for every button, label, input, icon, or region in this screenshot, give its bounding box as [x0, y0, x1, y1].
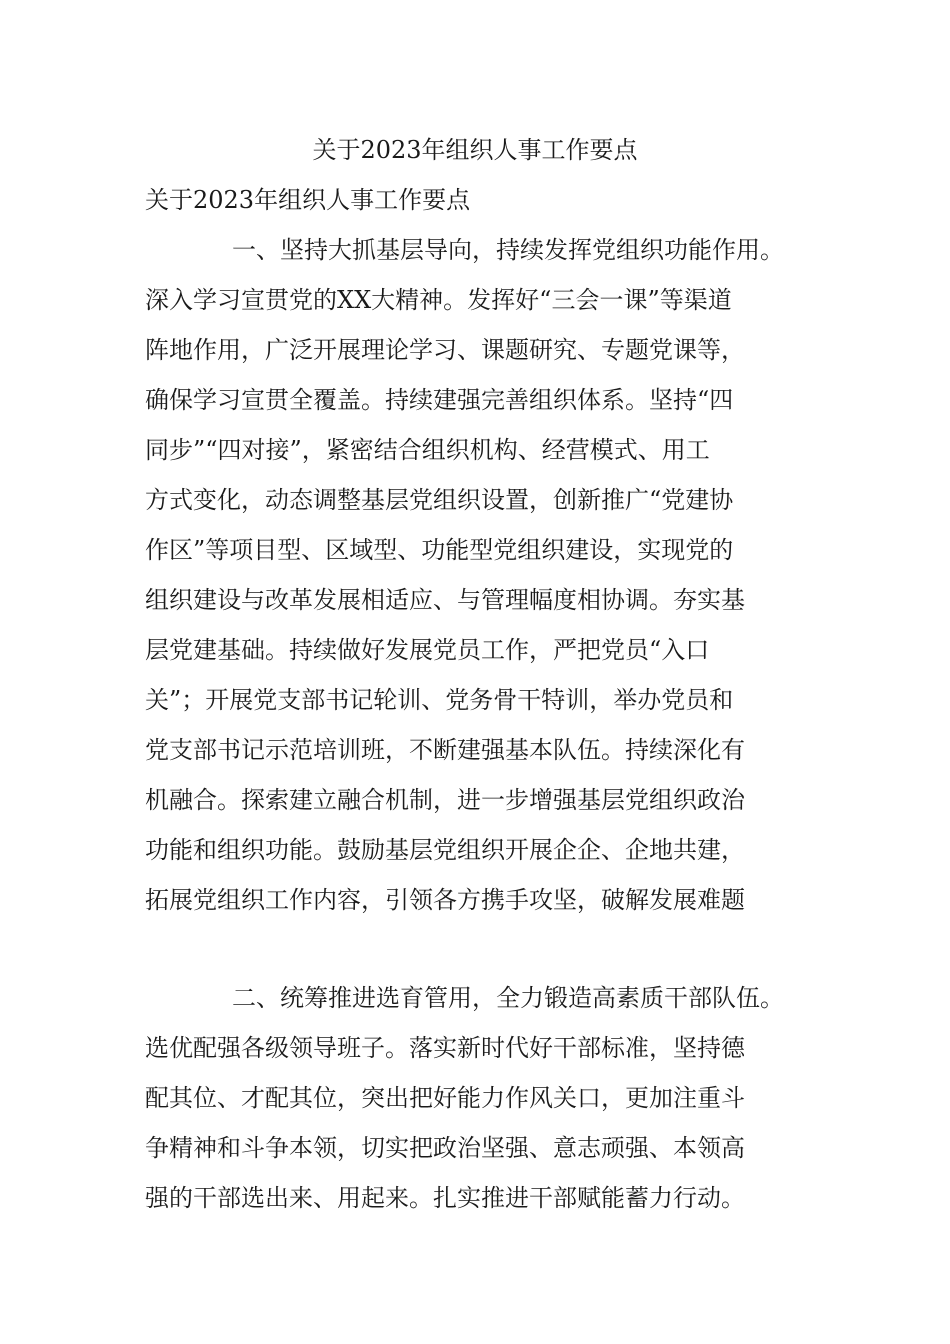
paragraph-2-line: 配其位、才配其位，突出把好能力作风关口，更加注重斗	[145, 1084, 745, 1112]
paragraph-1-line: 阵地作用，广泛开展理论学习、课题研究、专题党课等，	[145, 336, 745, 364]
paragraph-1-line: 党支部书记示范培训班，不断建强基本队伍。持续深化有	[145, 736, 745, 764]
paragraph-1-line: 一、坚持大抓基层导向，持续发挥党组织功能作用。	[232, 236, 784, 264]
paragraph-2-line: 争精神和斗争本领，切实把政治坚强、意志顽强、本领高	[145, 1134, 745, 1162]
paragraph-1-line: 方式变化，动态调整基层党组织设置，创新推广“党建协	[145, 486, 734, 514]
paragraph-1-line: 组织建设与改革发展相适应、与管理幅度相协调。夯实基	[145, 586, 745, 614]
document-title: 关于2023年组织人事工作要点	[312, 136, 638, 164]
paragraph-1-line: 确保学习宣贯全覆盖。持续建强完善组织体系。坚持“四	[145, 386, 734, 414]
paragraph-1-line: 深入学习宣贯党的XX大精神。发挥好“三会一课”等渠道	[145, 286, 732, 314]
paragraph-1-line: 关”；开展党支部书记轮训、党务骨干特训，举办党员和	[145, 686, 734, 714]
paragraph-2-line: 强的干部选出来、用起来。扎实推进干部赋能蓄力行动。	[145, 1184, 745, 1212]
paragraph-1-line: 作区”等项目型、区域型、功能型党组织建设，实现党的	[145, 536, 734, 564]
paragraph-1-line: 同步”“四对接”，紧密结合组织机构、经营模式、用工	[145, 436, 710, 464]
document-subtitle: 关于2023年组织人事工作要点	[145, 186, 471, 214]
paragraph-2-line: 二、统筹推进选育管用，全力锻造高素质干部队伍。	[232, 984, 784, 1012]
paragraph-1-line: 拓展党组织工作内容，引领各方携手攻坚，破解发展难题	[145, 886, 745, 914]
paragraph-1-line: 功能和组织功能。鼓励基层党组织开展企企、企地共建，	[145, 836, 745, 864]
paragraph-2-line: 选优配强各级领导班子。落实新时代好干部标准，坚持德	[145, 1034, 745, 1062]
paragraph-1-line: 机融合。探索建立融合机制，进一步增强基层党组织政治	[145, 786, 745, 814]
paragraph-1-line: 层党建基础。持续做好发展党员工作，严把党员“入口	[145, 636, 710, 664]
